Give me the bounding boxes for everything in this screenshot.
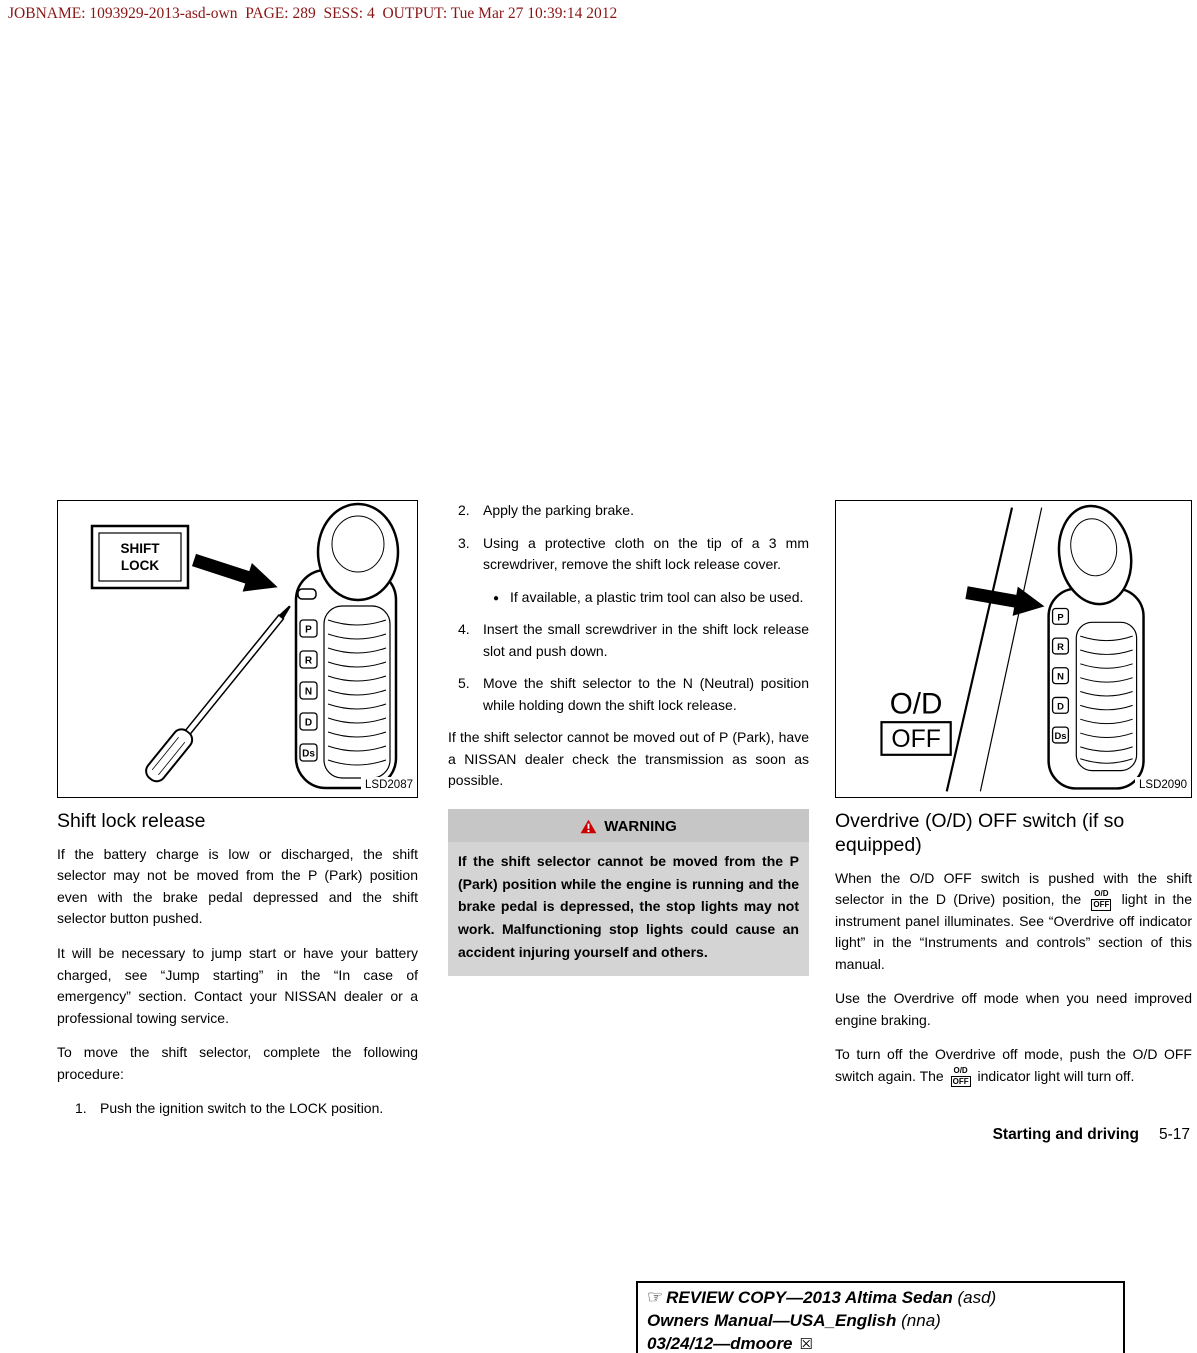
- svg-text:P: P: [305, 624, 312, 636]
- bullet-icon: ●: [493, 592, 500, 604]
- step-text: Push the ignition switch to the LOCK position.: [100, 1100, 384, 1117]
- list-item-bullet: [458, 587, 809, 609]
- shift-lock-callout-box: [92, 526, 188, 588]
- console-edge-line: [980, 508, 1041, 792]
- list-item: [458, 500, 809, 522]
- step-text: Apply the parking brake.: [483, 502, 634, 518]
- step-text: Using a protective cloth on the tip of a 3 mm screwdriver, remove the shift lock release cover.: [483, 534, 809, 573]
- review-line-text: Owners Manual—USA_English: [647, 1310, 897, 1330]
- paragraph-text: When the O/D OFF switch is pushed with the shift selector in the D (Drive) position, the: [835, 869, 1192, 908]
- review-line-suffix: (nna): [901, 1310, 941, 1330]
- review-line-suffix: (asd): [957, 1288, 997, 1307]
- paragraph-text: To turn off the Overdrive off mode, push the O/D OFF switch again. The: [835, 1046, 1192, 1084]
- step-number: 2.: [458, 502, 470, 518]
- step-number: 4.: [458, 621, 470, 638]
- warning-title-bar: [448, 809, 809, 842]
- od-off-indicator-icon: O/D OFF: [952, 1066, 969, 1087]
- warning-body: If the shift selector cannot be moved from the P (Park) position while the engine is running and the brake pedal is depressed, the stop lights may not work. Malfunctioning stop lights could cause an accident injuring yourself and others.: [448, 842, 809, 976]
- list-item: [75, 1098, 418, 1120]
- paragraph-text: indicator light will turn off.: [977, 1067, 1135, 1084]
- middle-column: [448, 500, 809, 976]
- warning-box: [448, 809, 809, 976]
- shifter-knob: [318, 504, 398, 600]
- svg-text:Ds: Ds: [302, 748, 315, 760]
- svg-text:P: P: [1057, 611, 1064, 623]
- bullet-text: If available, a plastic trim tool can also be used.: [510, 588, 804, 605]
- footer-section-title: Starting and driving: [992, 1126, 1139, 1143]
- svg-text:R: R: [1057, 640, 1064, 652]
- od-off-illustration: [836, 501, 1191, 797]
- paragraph: If the battery charge is low or discharged, the shift selector may not be moved from the P (Park) position even with the brake pedal depressed and the shift selector button pushed.: [57, 845, 418, 927]
- paragraph: [835, 1044, 1192, 1087]
- od-off-indicator-icon: O/D OFF: [1093, 889, 1110, 910]
- left-column: [57, 500, 418, 1131]
- paragraph: It will be necessary to jump start or have your battery charged, see “Jump starting” in the “In case of emergency” section. Contact your NISSAN dealer or a professional towing service.: [57, 944, 418, 1026]
- list-item: [458, 533, 809, 576]
- warning-title: WARNING: [604, 818, 677, 836]
- page-footer: [993, 1126, 1190, 1144]
- heading-overdrive-off-switch: Overdrive (O/D) OFF switch (if so equipped): [835, 810, 1125, 856]
- arrow-icon: [964, 578, 1047, 621]
- step-number: 1.: [75, 1100, 87, 1117]
- review-line: [647, 1333, 1114, 1353]
- warning-triangle-icon: [580, 819, 597, 834]
- step-text: Insert the small screwdriver in the shift lock release slot and push down.: [483, 621, 809, 659]
- heading-shift-lock-release: Shift lock release: [57, 810, 206, 832]
- step-number: 3.: [458, 534, 470, 551]
- review-line: [647, 1310, 1114, 1333]
- shift-lock-illustration: [58, 501, 417, 797]
- paragraph-text: light in the instrument panel illuminates. See “Overdrive off indicator light” in the “Instruments and controls” section of this manual.: [835, 891, 1192, 972]
- review-line: [647, 1286, 1114, 1310]
- review-line-text: REVIEW COPY—2013 Altima Sedan: [666, 1288, 953, 1307]
- paragraph: Use the Overdrive off mode when you need improved engine braking.: [835, 990, 1192, 1028]
- screwdriver: [142, 600, 297, 785]
- paragraph: If the shift selector cannot be moved out of P (Park), have a NISSAN dealer check the transmission as soon as possible.: [448, 729, 809, 789]
- list-item: [458, 619, 809, 662]
- list-item: [458, 673, 809, 716]
- procedure-steps: [448, 500, 809, 716]
- pointing-hand-icon: ☞: [647, 1287, 664, 1307]
- right-column: [835, 500, 1192, 1100]
- svg-text:N: N: [304, 686, 313, 698]
- figure-label: LSD2087: [361, 777, 413, 795]
- figure-shift-lock: [57, 500, 418, 798]
- document-dingbat-icon: ☒: [799, 1335, 813, 1353]
- step-text: Move the shift selector to the N (Neutral) position while holding down the shift lock release.: [483, 675, 809, 713]
- footer-page-number: 5-17: [1158, 1126, 1190, 1143]
- review-copy-box: [636, 1281, 1125, 1353]
- off-label: OFF: [891, 725, 941, 753]
- step-number: 5.: [458, 675, 470, 692]
- svg-text:D: D: [304, 717, 313, 729]
- console-edge-line: [947, 508, 1012, 792]
- svg-text:N: N: [1057, 670, 1064, 682]
- procedure-steps: [57, 1098, 418, 1120]
- review-line-text: 03/24/12—dmoore: [647, 1333, 793, 1353]
- job-header: JOBNAME: 1093929-2013-asd-own PAGE: 289 SESS: 4 OUTPUT: Tue Mar 27 10:39:14 2012: [8, 5, 618, 22]
- shift-lock-label: SHIFT: [120, 541, 160, 556]
- arrow-icon: [189, 546, 282, 602]
- svg-text:Ds: Ds: [1054, 729, 1067, 741]
- figure-od-off-switch: [835, 500, 1192, 798]
- shift-lock-label: LOCK: [120, 558, 160, 573]
- od-label: O/D: [889, 687, 943, 721]
- svg-text:R: R: [304, 655, 313, 667]
- figure-label: LSD2090: [1135, 777, 1187, 795]
- paragraph: To move the shift selector, complete the following procedure:: [57, 1044, 418, 1082]
- svg-text:D: D: [1057, 700, 1064, 712]
- shift-lock-release-slot: [298, 589, 316, 599]
- paragraph: [835, 868, 1192, 976]
